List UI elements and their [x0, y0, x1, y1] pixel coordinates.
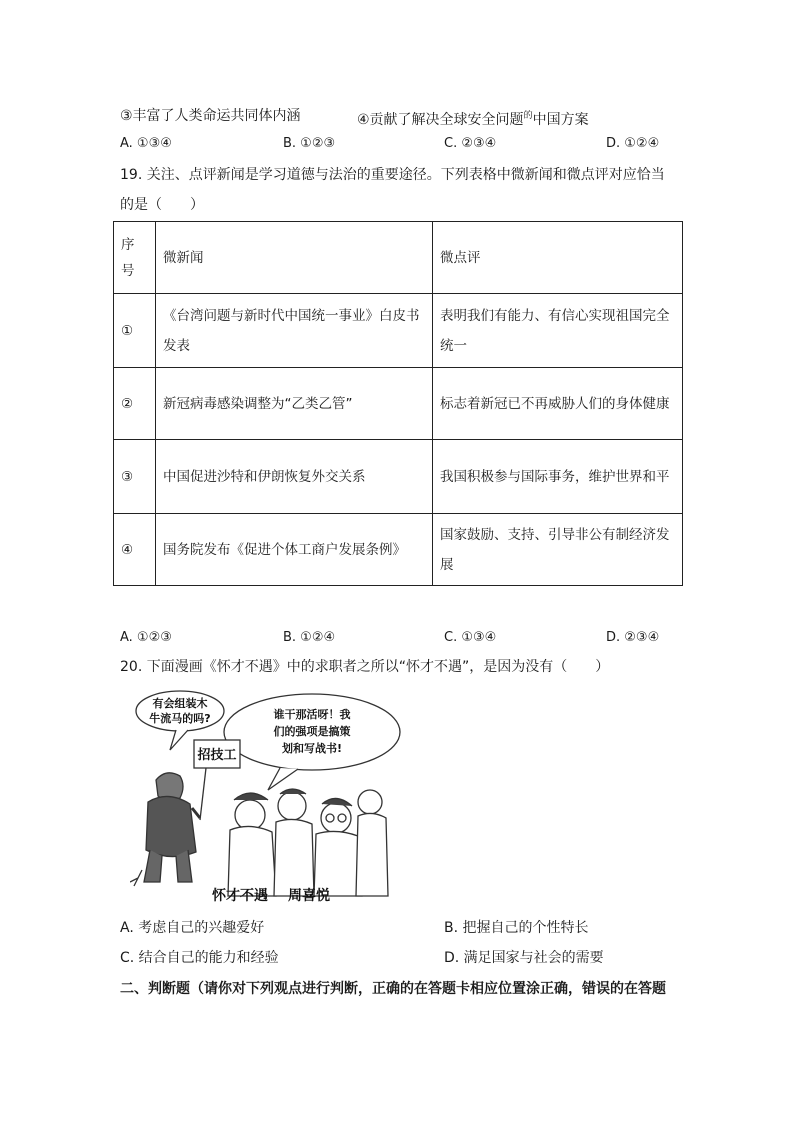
- q19-stem-line2: 的是（ ）: [120, 197, 204, 213]
- cartoon-huaicaibuyu: [130, 690, 412, 905]
- table-row: [114, 514, 683, 586]
- q18-option-c: C. ②③④: [444, 136, 497, 151]
- q19-option-b: B. ①②④: [283, 630, 336, 645]
- q20-option-b: B. 把握自己的个性特长: [444, 920, 589, 936]
- bubble-right-line1: 谁干那活呀！我: [273, 708, 351, 721]
- row-comment: 标志着新冠已不再威胁人们的身体健康: [433, 368, 683, 440]
- q18-option-b: B. ①②③: [283, 136, 336, 151]
- bubble-right-line2: 们的强项是搞策: [273, 725, 351, 738]
- q18-option-a: A. ①③④: [120, 136, 172, 151]
- q18-option-d: D. ①②④: [606, 136, 660, 151]
- q19-option-d: D. ②③④: [606, 630, 660, 645]
- section-2-heading: 二、判断题（请你对下列观点进行判断，正确的在答题卡相应位置涂正确，错误的在答题: [120, 981, 666, 997]
- row-comment: 国家鼓励、支持、引导非公有制经济发展: [433, 514, 683, 586]
- table-row: [114, 294, 683, 368]
- bubble-left-line1: 有会组装木: [152, 697, 208, 710]
- q20-stem: 20. 下面漫画《怀才不遇》中的求职者之所以“怀才不遇”，是因为没有（ ）: [120, 659, 610, 675]
- row-comment: 我国积极参与国际事务，维护世界和平: [433, 440, 683, 514]
- row-num: ④: [114, 514, 156, 586]
- header-news: 微新闻: [156, 222, 433, 294]
- header-comment: 微点评: [433, 222, 683, 294]
- table-row: [114, 368, 683, 440]
- row-news: 《台湾问题与新时代中国统一事业》白皮书发表: [156, 294, 433, 368]
- bubble-right-line3: 划和写战书!: [281, 742, 343, 755]
- q20-option-a: A. 考虑自己的兴趣爱好: [120, 920, 265, 936]
- caption-title: 怀才不遇: [212, 888, 268, 904]
- row-news: 中国促进沙特和伊朗恢复外交关系: [156, 440, 433, 514]
- row-news: 国务院发布《促进个体工商户发展条例》: [156, 514, 433, 586]
- q18-item-3: ③丰富了人类命运共同体内涵: [120, 108, 301, 124]
- row-num: ②: [114, 368, 156, 440]
- row-news: 新冠病毒感染调整为“乙类乙管”: [156, 368, 433, 440]
- q19-stem-line1: 19. 关注、点评新闻是学习道德与法治的重要途径。下列表格中微新闻和微点评对应恰当: [120, 167, 665, 183]
- bubble-left-line2: 牛流马的吗?: [149, 712, 211, 725]
- table-row: [114, 440, 683, 514]
- general-figure: [130, 773, 200, 886]
- row-num: ③: [114, 440, 156, 514]
- q19-option-a: A. ①②③: [120, 630, 172, 645]
- sign-text: 招技工: [197, 748, 237, 763]
- q19-table: [113, 221, 683, 586]
- caption-author: 周喜悦: [288, 888, 330, 904]
- row-num: ①: [114, 294, 156, 368]
- q20-option-c: C. 结合自己的能力和经验: [120, 950, 279, 966]
- header-seq: 序号: [114, 222, 156, 294]
- q20-option-d: D. 满足国家与社会的需要: [444, 950, 604, 966]
- row-comment: 表明我们有能力、有信心实现祖国完全统一: [433, 294, 683, 368]
- q18-item-4: ④贡献了解决全球安全问题$^的$中国方案: [357, 111, 589, 128]
- scholar-figures: [228, 789, 388, 896]
- q19-option-c: C. ①③④: [444, 630, 497, 645]
- table-header-row: [114, 222, 683, 294]
